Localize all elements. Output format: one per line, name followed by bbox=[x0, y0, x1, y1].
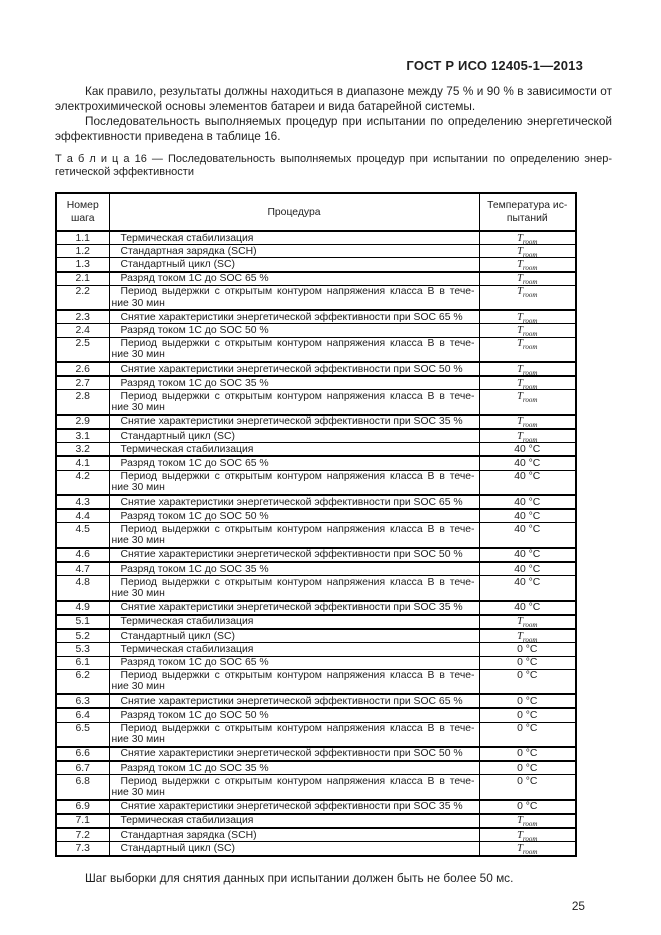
sampling-note: Шаг выборки для снятия данных при испытании должен быть не более 50 мс. bbox=[85, 870, 514, 885]
table-row bbox=[56, 362, 576, 376]
procedure-text-line: Период выдержки с открытым контуром напряжения класса В в тече- bbox=[120, 723, 475, 735]
procedure-cell bbox=[109, 643, 479, 656]
step-number-cell: 2.2 bbox=[56, 285, 109, 310]
temperature-cell bbox=[479, 842, 576, 856]
procedure-cell bbox=[109, 562, 479, 576]
procedure-cell bbox=[109, 828, 479, 842]
procedure-text-line: Снятие характеристики энергетической эффективности при SOC 65 % bbox=[120, 311, 463, 323]
temperature-room-symbol: $T_{room}$ bbox=[517, 815, 538, 829]
temperature-cell: 0 °C bbox=[479, 708, 576, 722]
temperature-room-symbol: $T_{room}$ bbox=[517, 630, 538, 643]
table-row bbox=[56, 814, 576, 828]
step-number-cell: 6.4 bbox=[56, 708, 109, 722]
temperature-cell bbox=[479, 828, 576, 842]
step-number-cell: 2.7 bbox=[56, 376, 109, 390]
procedure-cell bbox=[109, 708, 479, 722]
standard-code-header: ГОСТ Р ИСО 12405-1—2013 bbox=[406, 58, 583, 73]
procedure-text-line: ние 30 мин bbox=[111, 681, 165, 693]
procedure-cell bbox=[109, 722, 479, 747]
procedure-cell bbox=[109, 376, 479, 390]
procedure-text-line: Период выдержки с открытым контуром напряжения класса В в тече- bbox=[120, 775, 475, 787]
procedure-cell bbox=[109, 285, 479, 310]
table-row bbox=[56, 562, 576, 576]
procedure-text-line: Снятие характеристики энергетической эффективности при SOC 35 % bbox=[120, 602, 463, 614]
table-row bbox=[56, 548, 576, 562]
temperature-cell: 40 °C bbox=[479, 576, 576, 601]
procedure-text-line: ние 30 мин bbox=[111, 587, 165, 599]
table-row bbox=[56, 828, 576, 842]
procedure-cell bbox=[109, 800, 479, 814]
procedure-cell bbox=[109, 656, 479, 669]
temperature-room-symbol: $T_{room}$ bbox=[517, 390, 538, 405]
temperature-cell: 0 °C bbox=[479, 800, 576, 814]
step-number-cell: 3.2 bbox=[56, 443, 109, 457]
procedure-text-line: Стандартный цикл (SC) bbox=[120, 842, 235, 854]
temperature-cell: 0 °C bbox=[479, 761, 576, 775]
procedure-text-line: Термическая стабилизация bbox=[120, 443, 254, 455]
step-number-cell: 6.8 bbox=[56, 775, 109, 800]
temperature-cell bbox=[479, 814, 576, 828]
temperature-room-symbol: $T_{room}$ bbox=[517, 416, 538, 430]
temperature-cell: 40 °C bbox=[479, 509, 576, 523]
procedure-cell bbox=[109, 337, 479, 362]
procedure-text-line: ние 30 мин bbox=[111, 402, 165, 414]
procedure-text-line: Термическая стабилизация bbox=[120, 616, 254, 628]
temperature-cell: 40 °C bbox=[479, 443, 576, 457]
temperature-room-symbol: $T_{room}$ bbox=[517, 430, 538, 443]
procedure-text-line: Термическая стабилизация bbox=[120, 643, 254, 655]
procedure-cell bbox=[109, 470, 479, 495]
procedure-text-line: Разряд током 1С до SOC 50 % bbox=[120, 510, 269, 522]
procedure-cell bbox=[109, 390, 479, 415]
procedure-text-line: ние 30 мин bbox=[111, 787, 165, 799]
temperature-cell bbox=[479, 258, 576, 272]
procedure-cell bbox=[109, 310, 479, 324]
step-number-cell: 4.7 bbox=[56, 562, 109, 576]
procedure-text-line: Снятие характеристики энергетической эффективности при SOC 50 % bbox=[120, 363, 463, 375]
page-number: 25 bbox=[571, 898, 585, 913]
procedures-table bbox=[55, 192, 577, 857]
procedure-text-line: Период выдержки с открытым контуром напряжения класса В в тече- bbox=[120, 523, 475, 535]
procedure-cell bbox=[109, 456, 479, 470]
procedure-text-line: ние 30 мин bbox=[111, 535, 165, 547]
temperature-room-symbol: $T_{room}$ bbox=[517, 842, 538, 856]
temperature-cell bbox=[479, 285, 576, 310]
procedure-text-line: Разряд током 1С до SOC 35 % bbox=[120, 762, 269, 774]
temperature-cell: 40 °C bbox=[479, 548, 576, 562]
temperature-cell: 40 °C bbox=[479, 495, 576, 509]
step-number-cell: 4.9 bbox=[56, 601, 109, 615]
temperature-cell bbox=[479, 429, 576, 443]
step-number-cell: 2.8 bbox=[56, 390, 109, 415]
procedure-text-line: Разряд током 1С до SOC 35 % bbox=[120, 563, 269, 575]
temperature-room-symbol: $T_{room}$ bbox=[517, 273, 538, 286]
step-number-cell: 4.4 bbox=[56, 509, 109, 523]
procedure-cell bbox=[109, 775, 479, 800]
procedure-text-line: Разряд током 1С до SOC 65 % bbox=[120, 273, 269, 285]
procedure-text-line: Период выдержки с открытым контуром напряжения класса В в тече- bbox=[120, 471, 475, 483]
temperature-cell bbox=[479, 337, 576, 362]
procedure-cell bbox=[109, 761, 479, 775]
procedure-cell bbox=[109, 747, 479, 761]
step-number-cell: 4.5 bbox=[56, 523, 109, 548]
procedure-cell bbox=[109, 842, 479, 856]
procedure-text-line: Период выдержки с открытым контуром напряжения класса В в тече- bbox=[120, 670, 475, 682]
temperature-cell: 0 °C bbox=[479, 694, 576, 708]
table-head bbox=[56, 193, 576, 231]
procedure-text-line: Стандартный цикл (SC) bbox=[120, 430, 235, 442]
procedure-text-line: Разряд током 1С до SOC 50 % bbox=[120, 324, 269, 336]
table-row bbox=[56, 761, 576, 775]
temperature-room-symbol: $T_{room}$ bbox=[517, 363, 538, 377]
step-number-cell: 4.3 bbox=[56, 495, 109, 509]
table-row bbox=[56, 376, 576, 390]
table-row bbox=[56, 258, 576, 272]
temperature-cell bbox=[479, 376, 576, 390]
procedure-cell bbox=[109, 443, 479, 457]
step-number-cell: 2.4 bbox=[56, 324, 109, 337]
procedure-text-line: ние 30 мин bbox=[111, 349, 165, 361]
temperature-cell bbox=[479, 324, 576, 337]
procedure-text-line: Снятие характеристики энергетической эффективности при SOC 65 % bbox=[120, 496, 463, 508]
step-number-cell: 6.3 bbox=[56, 694, 109, 708]
body-paragraph: Последовательность выполняемых процедур при испытании по определению энергетической эффективности приведена в таблице 16. bbox=[55, 114, 612, 143]
procedure-text-line: Термическая стабилизация bbox=[120, 232, 254, 244]
procedure-text-line: Снятие характеристики энергетической эффективности при SOC 50 % bbox=[120, 549, 463, 561]
temperature-room-symbol: $T_{room}$ bbox=[517, 338, 538, 352]
procedure-cell bbox=[109, 362, 479, 376]
step-number-cell: 1.1 bbox=[56, 231, 109, 245]
table-row bbox=[56, 429, 576, 443]
procedure-cell bbox=[109, 231, 479, 245]
table-header-row bbox=[56, 193, 576, 231]
procedure-text-line: Разряд током 1С до SOC 50 % bbox=[120, 709, 269, 721]
table-row bbox=[56, 390, 576, 415]
step-number-cell: 7.2 bbox=[56, 828, 109, 842]
procedure-text-line: Стандартная зарядка (SCH) bbox=[120, 245, 257, 257]
step-number-cell: 2.9 bbox=[56, 415, 109, 429]
procedure-cell bbox=[109, 509, 479, 523]
step-number-cell: 5.1 bbox=[56, 615, 109, 629]
procedure-text-line: Снятие характеристики энергетической эффективности при SOC 50 % bbox=[120, 748, 463, 760]
procedure-cell bbox=[109, 245, 479, 258]
procedure-cell bbox=[109, 601, 479, 615]
step-number-cell: 6.5 bbox=[56, 722, 109, 747]
temperature-cell bbox=[479, 615, 576, 629]
step-number-cell: 5.2 bbox=[56, 629, 109, 643]
step-number-cell: 4.2 bbox=[56, 470, 109, 495]
temperature-cell: 0 °C bbox=[479, 775, 576, 800]
procedure-text-line: Термическая стабилизация bbox=[120, 815, 254, 827]
procedure-cell bbox=[109, 258, 479, 272]
step-number-cell: 2.5 bbox=[56, 337, 109, 362]
temperature-room-symbol: $T_{room}$ bbox=[517, 311, 538, 324]
table-row bbox=[56, 629, 576, 643]
procedure-cell bbox=[109, 523, 479, 548]
procedure-cell bbox=[109, 429, 479, 443]
table-row bbox=[56, 615, 576, 629]
table-row bbox=[56, 245, 576, 258]
table-row bbox=[56, 324, 576, 337]
temperature-room-symbol: $T_{room}$ bbox=[517, 286, 538, 300]
step-number-cell: 6.6 bbox=[56, 747, 109, 761]
step-number-cell: 3.1 bbox=[56, 429, 109, 443]
step-number-cell: 2.1 bbox=[56, 272, 109, 286]
temperature-cell: 40 °C bbox=[479, 562, 576, 576]
step-number-cell: 6.1 bbox=[56, 656, 109, 669]
table-row bbox=[56, 669, 576, 694]
procedure-text-line: ние 30 мин bbox=[111, 734, 165, 746]
procedure-text-line: Стандартный цикл (SC) bbox=[120, 630, 235, 642]
step-number-cell: 6.7 bbox=[56, 761, 109, 775]
step-number-cell: 1.2 bbox=[56, 245, 109, 258]
procedure-cell bbox=[109, 814, 479, 828]
procedure-cell bbox=[109, 324, 479, 337]
table-row bbox=[56, 443, 576, 457]
table-row bbox=[56, 800, 576, 814]
table-caption: Т а б л и ц а 16 — Последовательность выполняемых процедур при испытании по определению энергетической эффективности bbox=[55, 153, 612, 178]
temperature-cell: 0 °C bbox=[479, 656, 576, 669]
procedure-text-line: Стандартный цикл (SC) bbox=[120, 258, 235, 270]
table-row bbox=[56, 747, 576, 761]
step-number-cell: 4.1 bbox=[56, 456, 109, 470]
temperature-room-symbol: $T_{room}$ bbox=[517, 232, 538, 245]
table-row bbox=[56, 576, 576, 601]
procedure-cell bbox=[109, 548, 479, 562]
temperature-cell bbox=[479, 245, 576, 258]
temperature-cell: 0 °C bbox=[479, 747, 576, 761]
procedure-text-line: Период выдержки с открытым контуром напряжения класса В в тече- bbox=[120, 286, 475, 298]
procedure-text-line: Стандартная зарядка (SCH) bbox=[120, 829, 257, 841]
step-number-cell: 5.3 bbox=[56, 643, 109, 656]
table-row bbox=[56, 523, 576, 548]
temperature-room-symbol: $T_{room}$ bbox=[517, 258, 538, 272]
procedure-cell bbox=[109, 272, 479, 286]
temperature-cell: 40 °C bbox=[479, 456, 576, 470]
column-header: Температура ис- пытаний bbox=[479, 193, 576, 231]
step-number-cell: 2.3 bbox=[56, 310, 109, 324]
temperature-cell bbox=[479, 390, 576, 415]
temperature-cell: 0 °C bbox=[479, 643, 576, 656]
table-row bbox=[56, 643, 576, 656]
procedure-cell bbox=[109, 415, 479, 429]
step-number-cell: 6.9 bbox=[56, 800, 109, 814]
table-row bbox=[56, 775, 576, 800]
table-row bbox=[56, 231, 576, 245]
table-row bbox=[56, 509, 576, 523]
procedure-cell bbox=[109, 615, 479, 629]
procedure-cell bbox=[109, 495, 479, 509]
body-paragraph: Как правило, результаты должны находиться в диапазоне между 75 % и 90 % в зависимости от электрохимической основы элементов батареи и вида батарейной системы. bbox=[55, 84, 612, 113]
temperature-room-symbol: $T_{room}$ bbox=[517, 829, 538, 842]
temperature-room-symbol: $T_{room}$ bbox=[517, 245, 538, 258]
table-row bbox=[56, 656, 576, 669]
procedure-text-line: Период выдержки с открытым контуром напряжения класса В в тече- bbox=[120, 576, 475, 588]
procedure-text-line: Разряд током 1С до SOC 65 % bbox=[120, 457, 269, 469]
temperature-cell: 40 °C bbox=[479, 470, 576, 495]
table-row bbox=[56, 694, 576, 708]
column-header: Номер шага bbox=[56, 193, 109, 231]
temperature-cell bbox=[479, 629, 576, 643]
temperature-room-symbol: $T_{room}$ bbox=[517, 324, 538, 338]
step-number-cell: 6.2 bbox=[56, 669, 109, 694]
temperature-cell bbox=[479, 272, 576, 286]
procedure-text-line: Снятие характеристики энергетической эффективности при SOC 35 % bbox=[120, 416, 463, 428]
procedure-text-line: Период выдержки с открытым контуром напряжения класса В в тече- bbox=[120, 390, 475, 402]
table-row bbox=[56, 310, 576, 324]
table-row bbox=[56, 495, 576, 509]
table-row bbox=[56, 415, 576, 429]
step-number-cell: 1.3 bbox=[56, 258, 109, 272]
temperature-cell: 40 °C bbox=[479, 523, 576, 548]
step-number-cell: 4.8 bbox=[56, 576, 109, 601]
procedure-text-line: ние 30 мин bbox=[111, 297, 165, 309]
procedure-text-line: Разряд током 1С до SOC 35 % bbox=[120, 377, 269, 389]
step-number-cell: 2.6 bbox=[56, 362, 109, 376]
table-row bbox=[56, 722, 576, 747]
temperature-cell bbox=[479, 362, 576, 376]
procedure-text-line: ние 30 мин bbox=[111, 482, 165, 494]
table-row bbox=[56, 470, 576, 495]
step-number-cell: 4.6 bbox=[56, 548, 109, 562]
table-body bbox=[56, 231, 576, 856]
procedure-text-line: Снятие характеристики энергетической эффективности при SOC 35 % bbox=[120, 801, 463, 813]
procedure-cell bbox=[109, 629, 479, 643]
temperature-cell: 40 °C bbox=[479, 601, 576, 615]
table-row bbox=[56, 601, 576, 615]
table-row bbox=[56, 337, 576, 362]
procedure-text-line: Снятие характеристики энергетической эффективности при SOC 65 % bbox=[120, 695, 463, 707]
temperature-cell bbox=[479, 231, 576, 245]
table-row bbox=[56, 272, 576, 286]
temperature-cell bbox=[479, 415, 576, 429]
procedure-text-line: Разряд током 1С до SOC 65 % bbox=[120, 657, 269, 668]
temperature-cell: 0 °C bbox=[479, 669, 576, 694]
procedure-text-line: Период выдержки с открытым контуром напряжения класса В в тече- bbox=[120, 338, 475, 350]
column-header: Процедура bbox=[109, 193, 479, 231]
table-row bbox=[56, 708, 576, 722]
table-row bbox=[56, 842, 576, 856]
step-number-cell: 7.3 bbox=[56, 842, 109, 856]
procedure-cell bbox=[109, 694, 479, 708]
temperature-room-symbol: $T_{room}$ bbox=[517, 377, 538, 390]
temperature-cell: 0 °C bbox=[479, 722, 576, 747]
table-row bbox=[56, 285, 576, 310]
temperature-cell bbox=[479, 310, 576, 324]
procedure-cell bbox=[109, 669, 479, 694]
step-number-cell: 7.1 bbox=[56, 814, 109, 828]
table-row bbox=[56, 456, 576, 470]
temperature-room-symbol: $T_{room}$ bbox=[517, 616, 538, 630]
procedure-cell bbox=[109, 576, 479, 601]
